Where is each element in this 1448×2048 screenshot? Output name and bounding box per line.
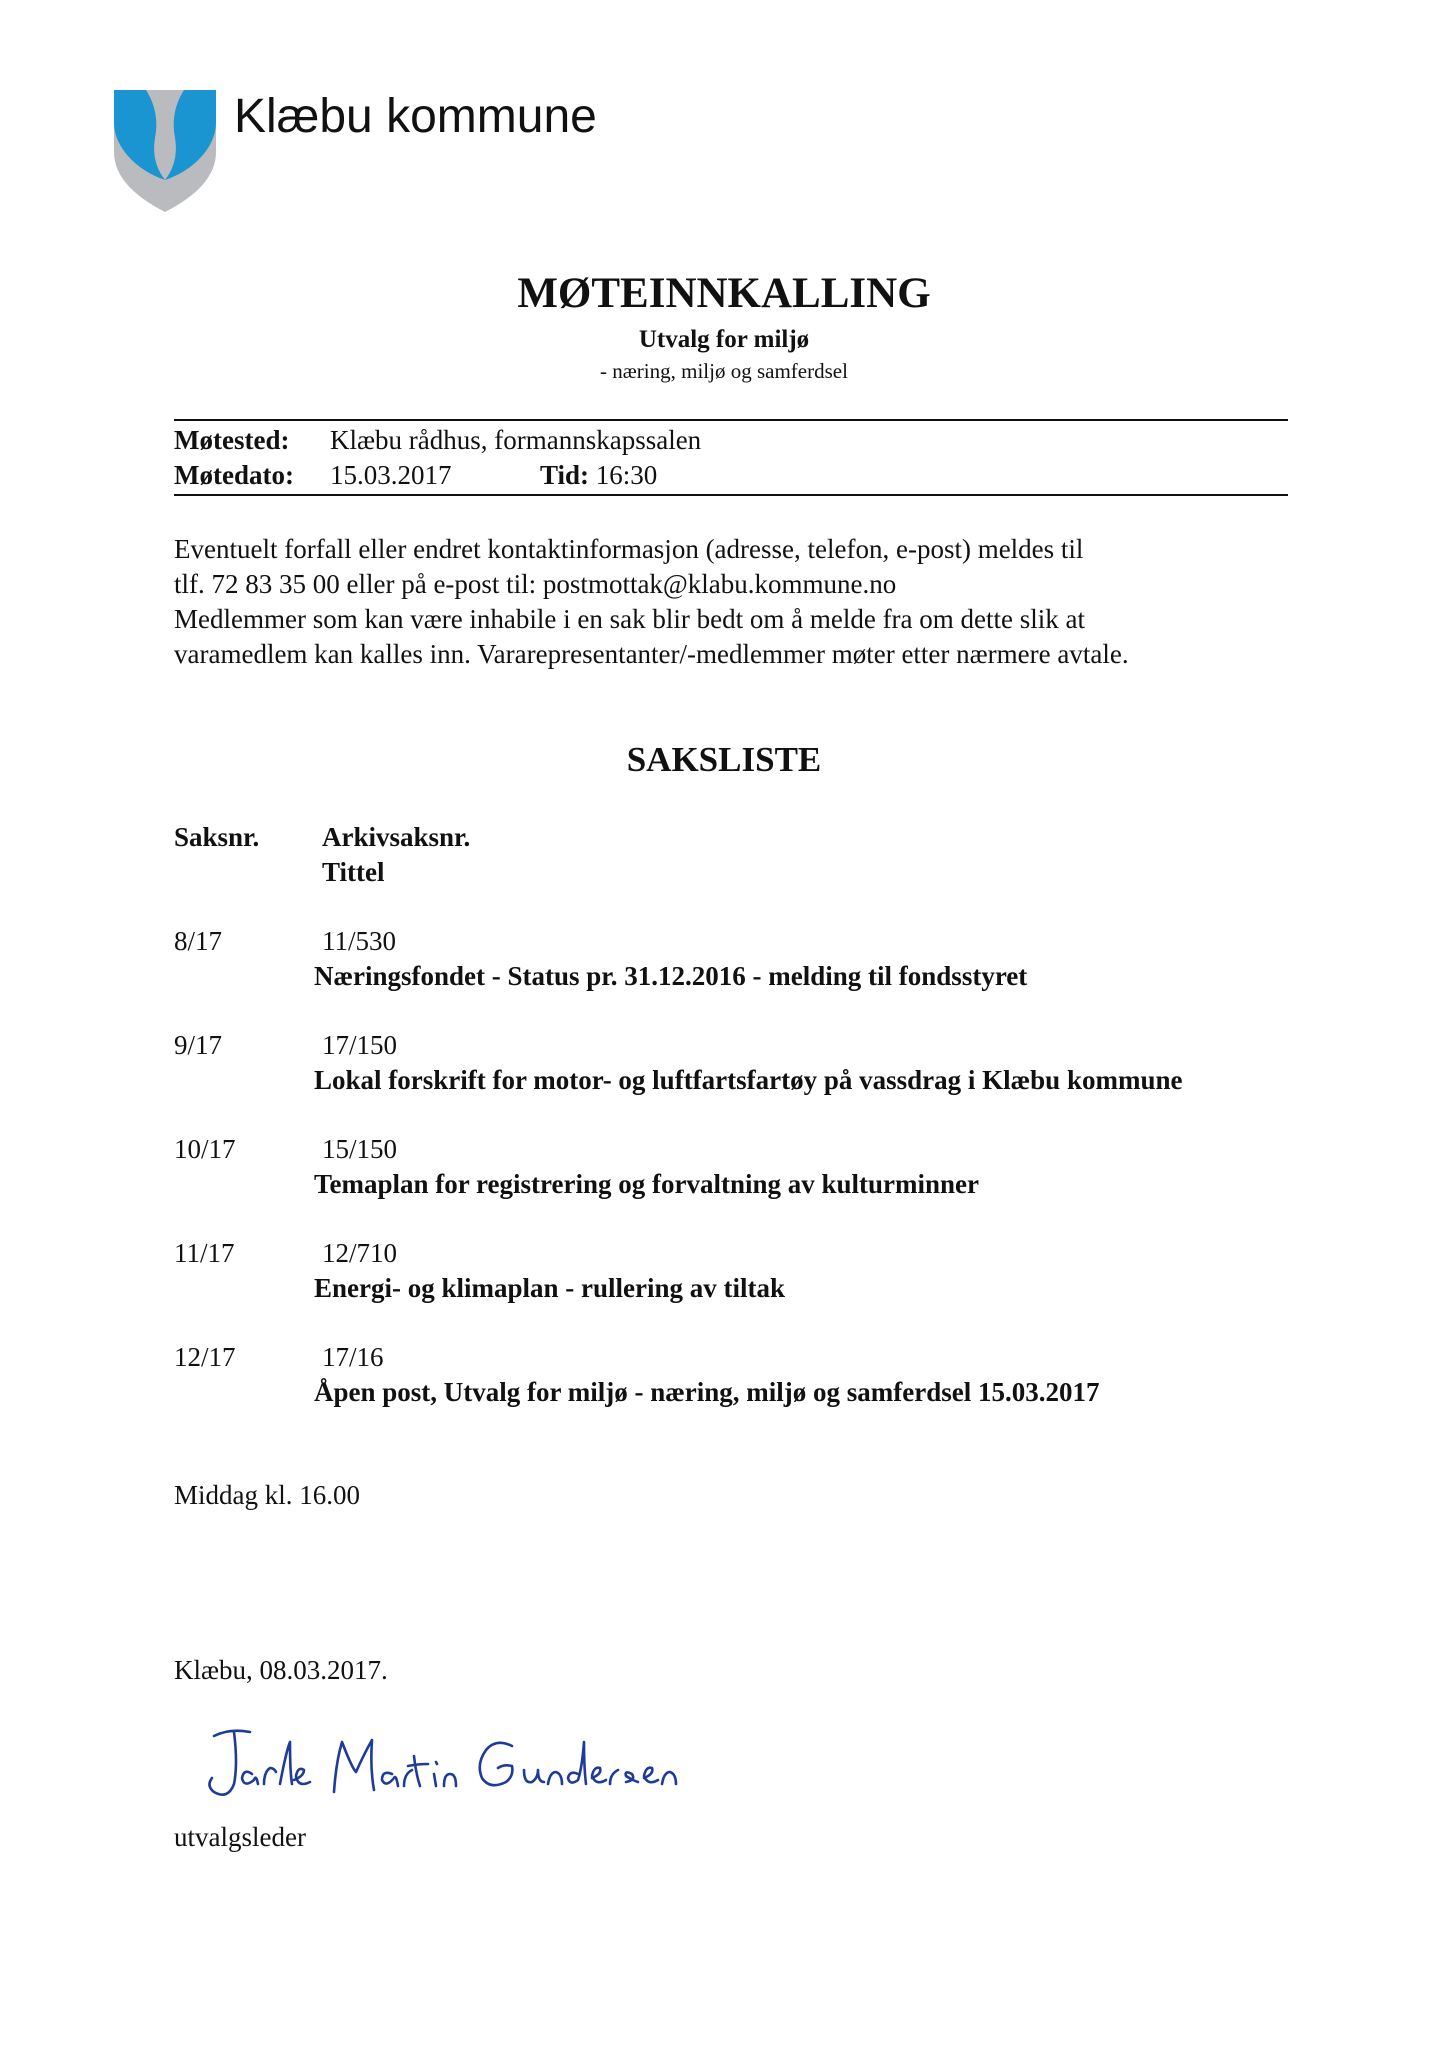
signer-role: utvalgsleder bbox=[174, 1822, 306, 1852]
agenda-item-saksnr: 8/17 bbox=[174, 926, 223, 956]
agenda-item-arkivsaksnr: 17/150 bbox=[322, 1030, 398, 1060]
dinner-note: Middag kl. 16.00 bbox=[174, 1480, 360, 1510]
notice-line: varamedlem kan kalles inn. Vararepresentanter/-medlemmer møter etter nærmere avtale. bbox=[174, 639, 1129, 669]
notice-line: Eventuelt forfall eller endret kontaktinformasjon (adresse, telefon, e-post) meldes til bbox=[174, 534, 1084, 564]
agenda-title: SAKSLISTE bbox=[626, 740, 822, 779]
meeting-time-label: Tid: bbox=[540, 460, 590, 490]
meeting-time-value: 16:30 bbox=[595, 460, 658, 490]
agenda-item-title: Næringsfondet - Status pr. 31.12.2016 - melding til fondsstyret bbox=[314, 961, 1028, 991]
column-header-arkivsaksnr: Arkivsaksnr. bbox=[322, 822, 471, 852]
meeting-place-label: Møtested: bbox=[174, 425, 290, 455]
divider-bottom bbox=[174, 494, 1288, 496]
organization-name: Klæbu kommune bbox=[234, 90, 597, 143]
agenda-item-title: Lokal forskrift for motor- og luftfartsfartøy på vassdrag i Klæbu kommune bbox=[314, 1065, 1183, 1095]
meeting-date-label: Møtedato: bbox=[174, 460, 294, 490]
municipality-crest-logo bbox=[112, 86, 218, 214]
meeting-date-value: 15.03.2017 bbox=[330, 460, 452, 490]
agenda-item bbox=[174, 924, 1294, 994]
agenda-item-saksnr: 9/17 bbox=[174, 1030, 223, 1060]
agenda-item-saksnr: 12/17 bbox=[174, 1342, 236, 1372]
meeting-place-row bbox=[174, 423, 701, 457]
agenda-item-title: Temaplan for registrering og forvaltning av kulturminner bbox=[314, 1169, 980, 1199]
notice-paragraph bbox=[174, 532, 1284, 672]
notice-line: tlf. 72 83 35 00 eller på e-post til: postmottak@klabu.kommune.no bbox=[174, 569, 897, 599]
notice-line: Medlemmer som kan være inhabile i en sak blir bedt om å melde fra om dette slik at bbox=[174, 604, 1085, 634]
place-and-date: Klæbu, 08.03.2017. bbox=[174, 1655, 388, 1685]
meeting-date-row bbox=[174, 458, 657, 492]
agenda-item-title: Åpen post, Utvalg for miljø - næring, miljø og samferdsel 15.03.2017 bbox=[314, 1377, 1100, 1407]
document-title: MØTEINNKALLING bbox=[517, 270, 931, 317]
agenda-item-saksnr: 10/17 bbox=[174, 1134, 236, 1164]
agenda-item-saksnr: 11/17 bbox=[174, 1238, 235, 1268]
agenda-item-arkivsaksnr: 11/530 bbox=[322, 926, 396, 956]
handwritten-signature bbox=[200, 1712, 720, 1822]
column-header-tittel: Tittel bbox=[322, 857, 385, 887]
committee-name: Utvalg for miljø bbox=[638, 326, 810, 353]
agenda-item bbox=[174, 1340, 1294, 1410]
committee-subtitle: - næring, miljø og samferdsel bbox=[600, 359, 848, 383]
agenda-item bbox=[174, 1132, 1294, 1202]
agenda-item bbox=[174, 1236, 1294, 1306]
divider-top bbox=[174, 419, 1288, 421]
agenda-item bbox=[174, 1028, 1294, 1098]
agenda-item-arkivsaksnr: 17/16 bbox=[322, 1342, 384, 1372]
column-header-saksnr: Saksnr. bbox=[174, 822, 260, 852]
agenda-item-arkivsaksnr: 12/710 bbox=[322, 1238, 398, 1268]
meeting-place-value: Klæbu rådhus, formannskapssalen bbox=[330, 425, 702, 455]
agenda-item-arkivsaksnr: 15/150 bbox=[322, 1134, 398, 1164]
agenda-item-title: Energi- og klimaplan - rullering av tiltak bbox=[314, 1273, 786, 1303]
